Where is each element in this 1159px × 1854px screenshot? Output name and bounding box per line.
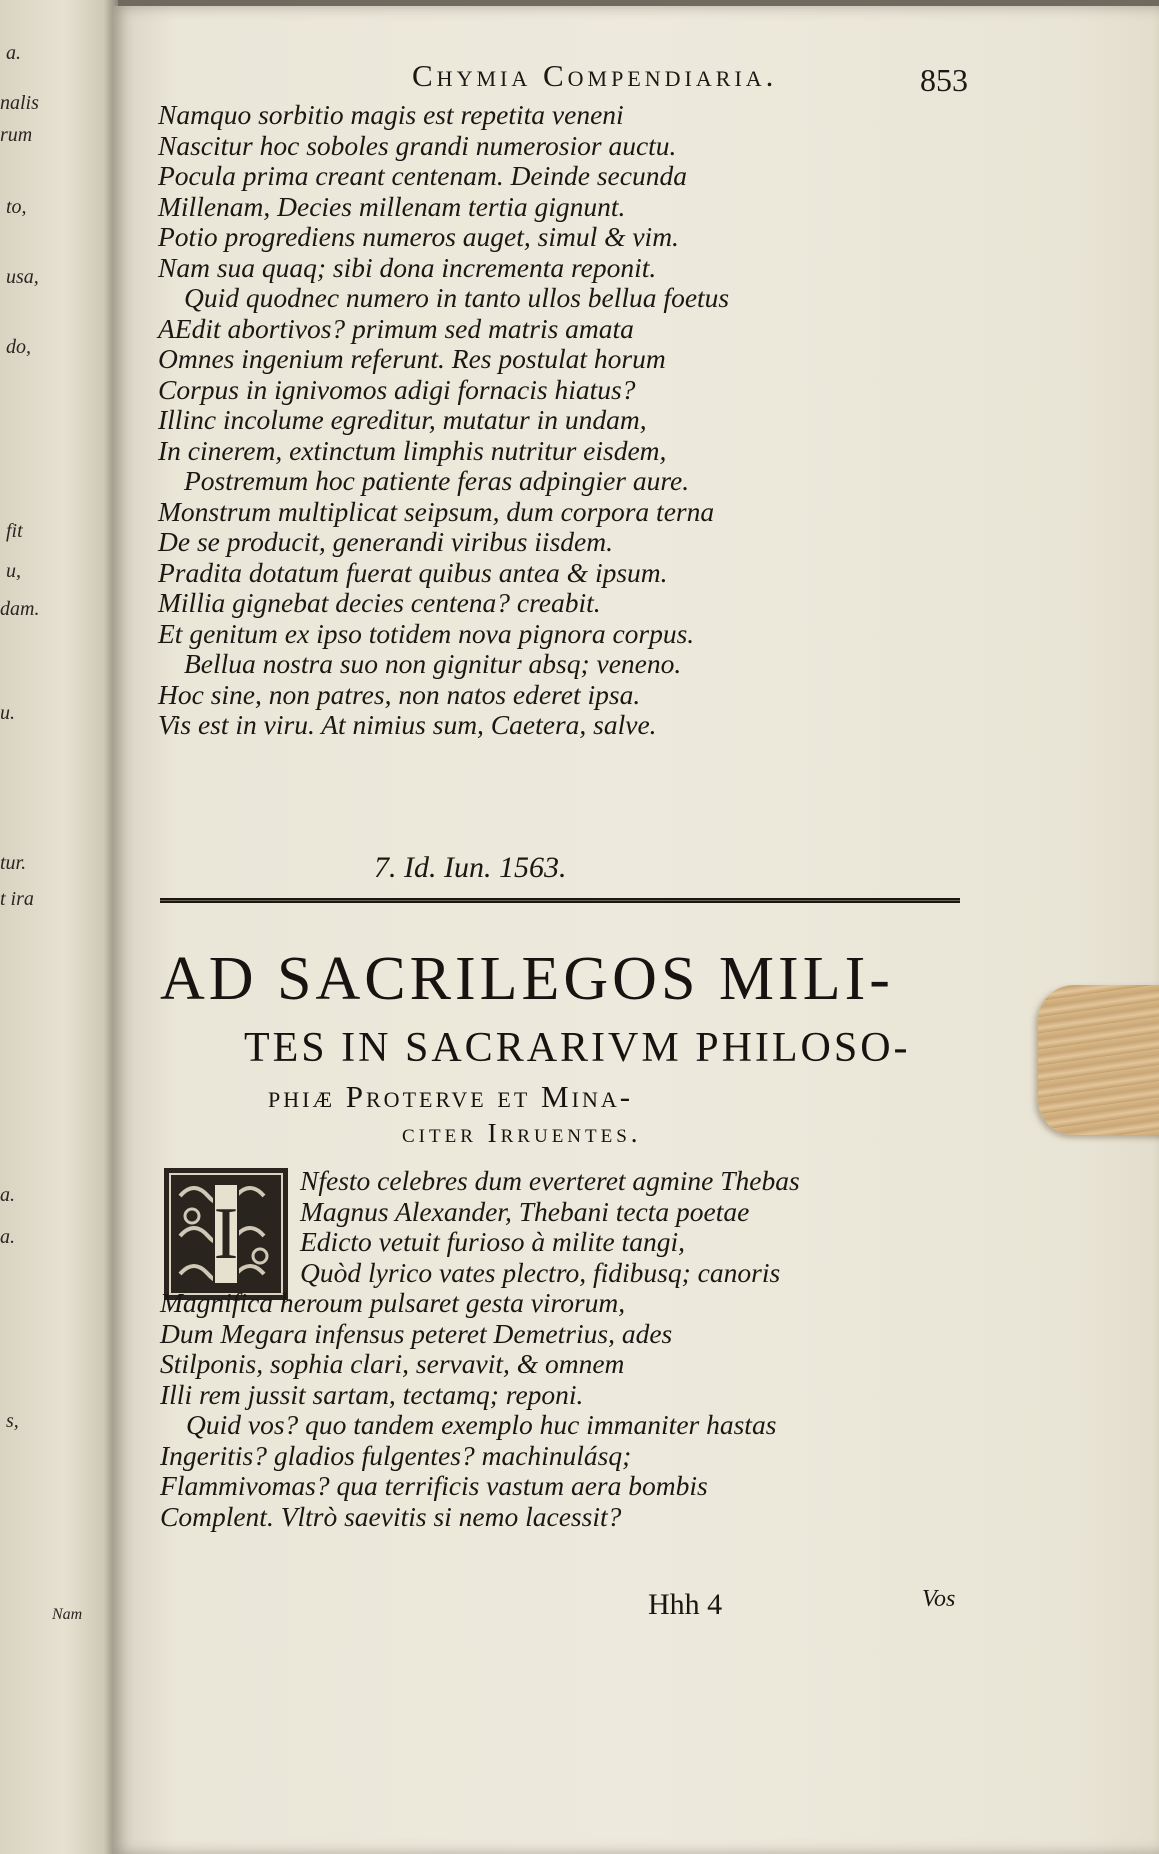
verse-line: Pradita dotatum fuerat quibus antea & ipsum. — [158, 556, 668, 588]
left-fragment: do, — [6, 336, 31, 358]
left-fragment: rum — [0, 124, 33, 146]
ornamental-rule — [160, 896, 960, 906]
catchword: Vos — [922, 1586, 956, 1612]
verse-line: Quid quodnec numero in tanto ullos bellua foetus — [184, 282, 730, 313]
verse-line: Quòd lyrico vates plectro, fidibusq; canoris — [300, 1256, 781, 1288]
verse-line: Hoc sine, non patres, non natos ederet ipsa. — [158, 678, 641, 710]
running-title: Chymia Compendiaria. — [412, 58, 778, 93]
left-fragment: u, — [6, 560, 21, 582]
left-fragment: Nam — [52, 1606, 83, 1623]
verse-line: Nascitur hoc soboles grandi numerosior auctu. — [158, 129, 677, 161]
verse-line: Dum Megara infensus peteret Demetrius, ades — [160, 1317, 673, 1349]
left-fragment: dam. — [0, 598, 40, 620]
verse-line: Et genitum ex ipso totidem nova pignora corpus. — [158, 617, 695, 649]
page-number: 853 — [920, 62, 968, 98]
verse-line: Monstrum multiplicat seipsum, dum corpora terna — [158, 495, 715, 527]
signature-mark: Hhh 4 — [648, 1588, 723, 1621]
left-fragment: a. — [0, 1226, 15, 1248]
verse-line: Nfesto celebres dum everteret agmine Thebas — [300, 1165, 800, 1196]
verse-line: Ingeritis? gladios fulgentes? machinulásq; — [160, 1439, 632, 1471]
verse-line: Flammivomas? qua terrificis vastum aera bombis — [160, 1470, 708, 1501]
verse-line: Edicto vetuit furioso à milite tangi, — [300, 1226, 685, 1257]
verse-line: Vis est in viru. At nimius sum, Caetera, salve. — [158, 709, 657, 740]
svg-text:I: I — [213, 1193, 239, 1275]
left-fragment: t ira — [0, 888, 34, 910]
verse-line: Illi rem jussit sartam, tectamq; reponi. — [160, 1378, 584, 1410]
verse-line: Magnifica heroum pulsaret gesta virorum, — [160, 1287, 626, 1318]
verse-line: Millenam, Decies millenam tertia gignunt. — [158, 190, 626, 222]
left-fragment: to, — [6, 196, 27, 218]
verse-line: Illinc incolume egreditur, mutatur in undam, — [158, 404, 647, 435]
left-fragment: s, — [6, 1410, 19, 1432]
poem-ending — [158, 100, 938, 741]
verse-line: Stilponis, sophia clari, servavit, & omnem — [160, 1348, 625, 1379]
verse-line: Corpus in ignivomos adigi fornacis hiatus? — [158, 373, 636, 405]
verse-line: Pocula prima creant centenam. Deinde secunda — [158, 160, 687, 191]
left-fragment: tur. — [0, 852, 27, 874]
left-fragment: nalis — [0, 92, 39, 114]
left-fragment: usa, — [6, 266, 39, 288]
wooden-page-holder — [1038, 985, 1159, 1135]
left-fragment: a. — [6, 42, 21, 64]
verse-line: AEdit abortivos? primum sed matris amata — [158, 312, 634, 344]
heading-line-4: citer Irruentes. — [402, 1118, 642, 1148]
verse-line: Complent. Vltrò saevitis si nemo lacessit? — [160, 1500, 622, 1532]
verse-line: Magnus Alexander, Thebani tecta poetae — [300, 1195, 750, 1227]
verse-line: Potio progrediens numeros auget, simul & vim. — [158, 221, 679, 252]
date-line: 7. Id. Iun. 1563. — [374, 851, 567, 884]
verse-line: Omnes ingenium referunt. Res postulat horum — [158, 343, 666, 374]
left-fragment: a. — [0, 1184, 15, 1206]
verse-line: In cinerem, extinctum limphis nutritur eisdem, — [158, 434, 667, 466]
left-fragment: u. — [0, 702, 15, 724]
verse-line: Namquo sorbitio magis est repetita veneni — [158, 99, 624, 130]
book-page — [112, 6, 1159, 1854]
verse-line: Millia gignebat decies centena? creabit. — [158, 587, 601, 618]
facing-page-fragment — [0, 0, 118, 1854]
heading-line-3: phiæ Proterve et Mina- — [268, 1079, 634, 1114]
heading-line-2: TES IN SACRARIVM PHILOSO- — [244, 1025, 911, 1071]
page-header — [302, 54, 1022, 98]
verse-line: De se producit, generandi viribus iisdem. — [158, 526, 613, 557]
verse-line: Bellua nostra suo non gignitur absq; veneno. — [184, 648, 682, 679]
verse-line: Postremum hoc patiente feras adpingier aure. — [184, 465, 690, 496]
poem-text — [160, 1166, 940, 1532]
verse-line: Nam sua quaq; sibi dona incrementa reponit. — [158, 251, 657, 283]
heading-line-1: AD SACRILEGOS MILI- — [160, 945, 894, 1013]
verse-line: Quid vos? quo tandem exemplo huc immaniter hastas — [186, 1409, 777, 1440]
left-fragment: fit — [6, 520, 23, 542]
